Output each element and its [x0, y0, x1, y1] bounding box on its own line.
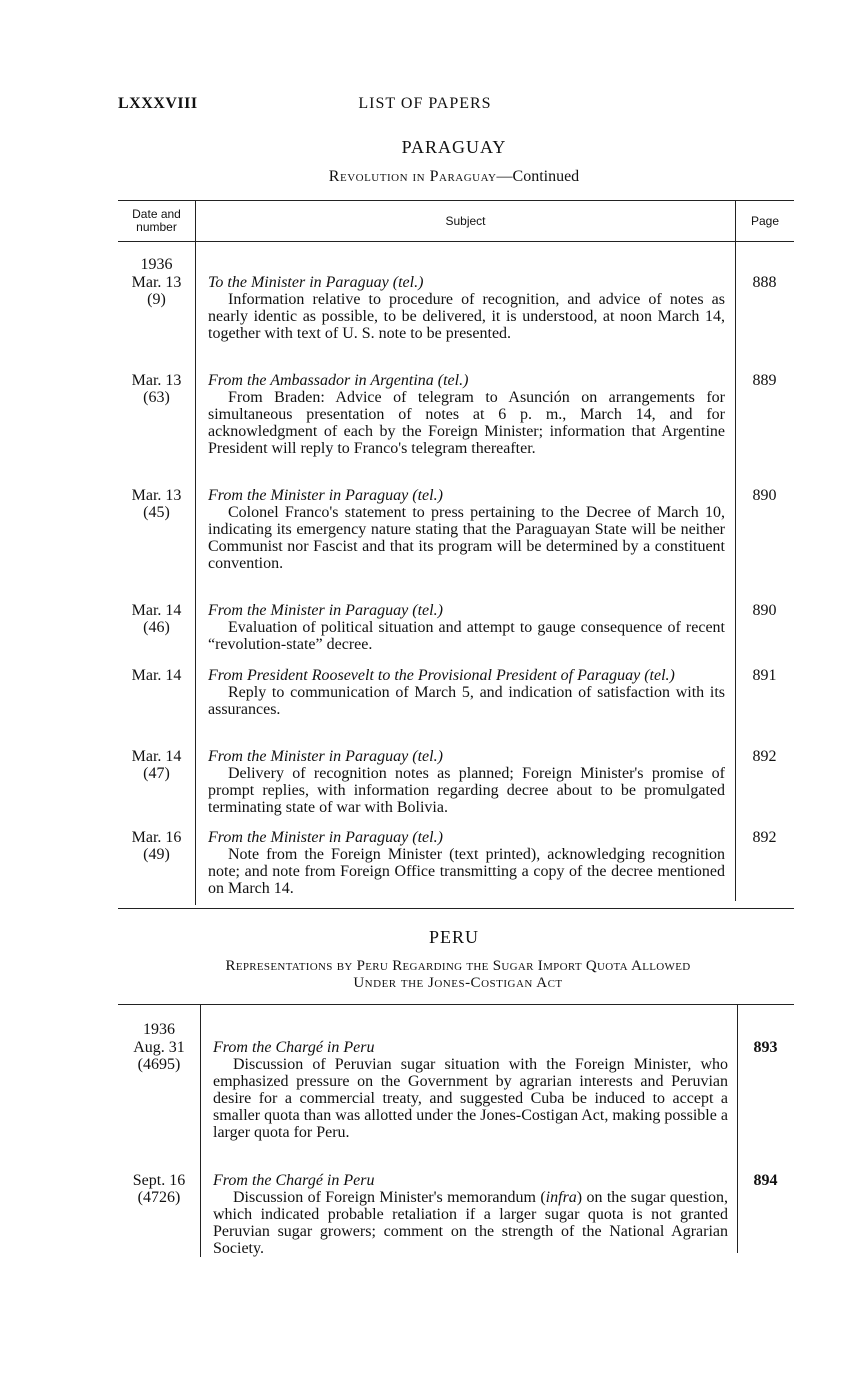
column-header-date: Date and number [118, 201, 196, 241]
entry-date [118, 667, 195, 684]
subsection-title-continued: —Continued [496, 168, 580, 185]
entry-title: From the Chargé in Peru [213, 1172, 375, 1189]
entry-number: (45) [143, 504, 170, 521]
entry-page: 892 [752, 829, 777, 846]
entry-subject [208, 748, 725, 816]
entry-title: From the Chargé in Peru [213, 1039, 375, 1056]
entry-page: 894 [753, 1172, 778, 1189]
entry-text: Note from the Foreign Minister (text printed), acknowledging recognition note; and note from Foreign Office transmitting a copy of the decree mentioned on March 14. [208, 846, 725, 897]
column-header-subject: Subject [196, 201, 736, 241]
entry-date-text: Mar. 13 [131, 372, 182, 389]
entry-text: Evaluation of political situation and attempt to gauge consequence of recent “revolution-state” decree. [208, 619, 725, 653]
subsection-title-line1: Representations by Peru Regarding the Sugar Import Quota Allowed [225, 958, 691, 974]
entry-page: 893 [753, 1039, 778, 1056]
entry-number: (63) [143, 389, 170, 406]
entry-number: (47) [143, 765, 170, 782]
entry-title: To the Minister in Paraguay (tel.) [208, 274, 424, 291]
section-title-peru: PERU [428, 927, 479, 947]
peru-table [118, 1004, 794, 1257]
entry-text-before: Discussion of Foreign Minister's memorandum ( [233, 1189, 546, 1206]
entry-page: 888 [752, 274, 777, 291]
entry-date [118, 748, 195, 782]
entry-date [118, 274, 195, 308]
entry-subject [208, 829, 725, 897]
subsection-title-paraguay [0, 168, 850, 186]
entry-subject [208, 667, 725, 718]
column-rule-page [735, 242, 736, 901]
entry-date-text: Mar. 14 [131, 748, 182, 765]
entry-number: (9) [147, 291, 166, 308]
entry-date [118, 1039, 200, 1073]
entry-number: (46) [143, 619, 170, 636]
entry-page: 890 [752, 487, 777, 504]
entry-subject [208, 487, 725, 572]
table-header [118, 201, 794, 242]
column-header-page: Page [750, 214, 780, 228]
entry-date-text: Mar. 14 [131, 667, 182, 684]
paraguay-table [118, 200, 794, 909]
entry-text [213, 1189, 728, 1257]
entry-date-text: Mar. 14 [131, 602, 182, 619]
entry-text: Delivery of recognition notes as planned; Foreign Minister's promise of prompt replies, with information regarding decree about to be promulgated terminating state of war with Bolivia. [208, 765, 725, 816]
entry-number: (4726) [137, 1189, 181, 1206]
entry-subject [213, 1172, 728, 1257]
entry-number: (4695) [137, 1056, 181, 1073]
entry-text: Reply to communication of March 5, and indication of satisfaction with its assurances. [208, 684, 725, 718]
subsection-title-line2: Under the Jones-Costigan Act [353, 975, 563, 991]
entry-text-after: ) on the sugar question, which indicated probable retaliation if a larger sugar quota is not granted Peruvian sugar growers; comment on the strength of the National Agrarian Society. [213, 1189, 728, 1257]
entry-page: 891 [752, 667, 777, 684]
entry-date [118, 1172, 200, 1206]
entry-title: From the Minister in Paraguay (tel.) [208, 602, 443, 619]
entry-subject [208, 274, 725, 342]
entry-date [118, 487, 195, 521]
entry-subject [208, 602, 725, 653]
entry-title: From the Minister in Paraguay (tel.) [208, 487, 443, 504]
year-label: 1936 [140, 256, 173, 273]
subsection-title-peru [118, 958, 798, 992]
entry-date-text: Mar. 13 [131, 274, 182, 291]
entry-page: 889 [752, 372, 777, 389]
entry-date [118, 829, 195, 863]
entry-date-text: Sept. 16 [132, 1172, 186, 1189]
entry-date-text: Mar. 16 [131, 829, 182, 846]
section-title-paraguay: PARAGUAY [401, 137, 507, 157]
entry-title: From the Minister in Paraguay (tel.) [208, 829, 443, 846]
entry-text: Colonel Franco's statement to press pertaining to the Decree of March 10, indicating its emergency nature stating that the Paraguayan State will be neither Communist nor Fascist and that its program will be determined by a constituent convention. [208, 504, 725, 572]
entry-subject [208, 372, 725, 457]
year-label: 1936 [143, 1021, 175, 1038]
entry-date-text: Mar. 13 [131, 487, 182, 504]
subsection-title-main: Revolution in Paraguay [328, 168, 497, 185]
entry-subject [213, 1039, 728, 1141]
entry-date-text: Aug. 31 [133, 1039, 185, 1056]
entry-date [118, 602, 195, 636]
entry-text-italic: infra [545, 1189, 577, 1206]
running-title: LIST OF PAPERS [358, 95, 492, 112]
entry-page: 892 [752, 748, 777, 765]
entry-title: From President Roosevelt to the Provisional President of Paraguay (tel.) [208, 667, 675, 684]
entry-title: From the Minister in Paraguay (tel.) [208, 748, 443, 765]
table-body [118, 242, 794, 907]
entry-date [118, 372, 195, 406]
page-number: LXXXVIII [118, 95, 198, 112]
entry-text: Information relative to procedure of recognition, and advice of notes as nearly identic as possible, to be delivered, it is understood, at noon March 14, together with text of U. S. note to be presented. [208, 291, 725, 342]
column-rule-date [200, 1005, 201, 1257]
entry-text: Discussion of Peruvian sugar situation with the Foreign Minister, who emphasized pressure on the Government by agrarian interests and Peruvian desire for a commercial treaty, and suggested Cuba be induced to accept a smaller quota than was allotted under the Jones-Costigan Act, making possible a larger quota for Peru. [213, 1056, 728, 1141]
entry-number: (49) [143, 846, 170, 863]
entry-text: From Braden: Advice of telegram to Asunción on arrangements for simultaneous presentation of notes at 6 p. m., March 14, and for acknowledgment of each by the Foreign Minister; information that Argentine President will reply to Franco's telegram thereafter. [208, 389, 725, 457]
column-rule-date [195, 242, 196, 905]
entry-page: 890 [752, 602, 777, 619]
entry-title: From the Ambassador in Argentina (tel.) [208, 372, 469, 389]
